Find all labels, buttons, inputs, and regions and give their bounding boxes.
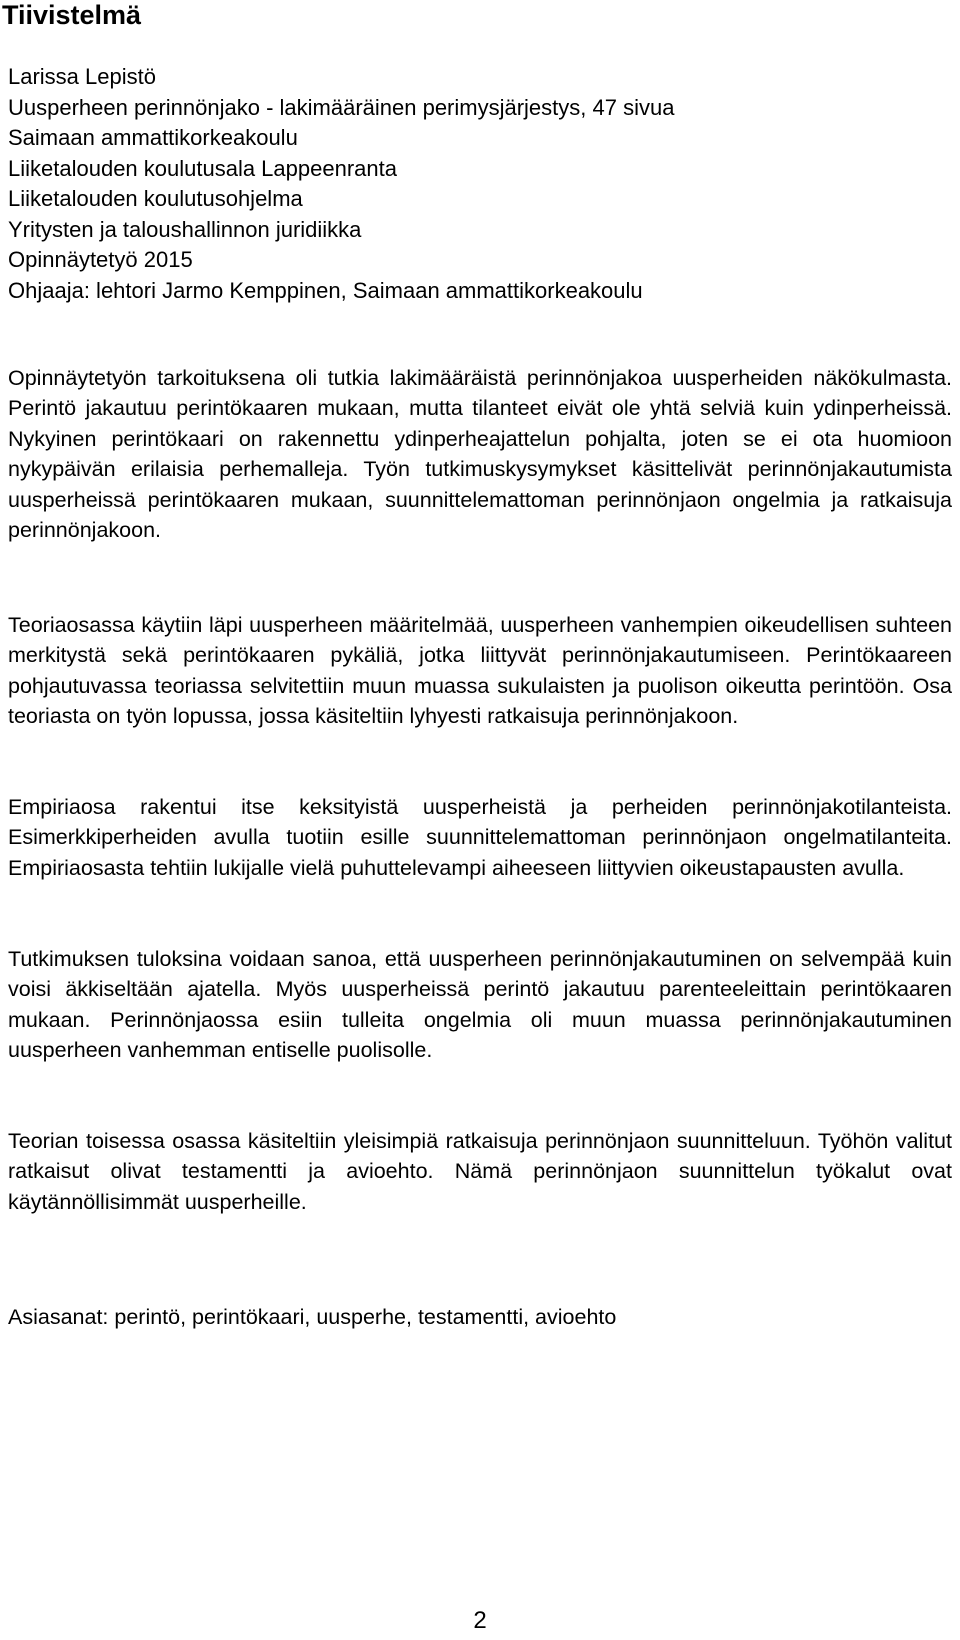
thesis-title: Uusperheen perinnönjako - lakimääräinen perimysjärjestys, 47 sivua: [8, 94, 675, 120]
keywords: Asiasanat: perintö, perintökaari, uusperhe, testamentti, avioehto: [8, 1305, 617, 1329]
page-number: 2: [473, 1607, 487, 1634]
abstract-paragraph-theory: Teoriaosassa käytiin läpi uusperheen määritelmää, uusperheen vanhempien oikeudellisen suhteen merkitystä sekä perintökaaren pykäliä, jotka liittyvät perinnönjakautumiseen. Perintökaareen pohjautuvassa teoriassa selvitettiin muun muassa sukulaisten ja puolison oikeutta perintöön. Osa teoriasta on työn lopussa, jossa käsiteltiin lyhyesti ratkaisuja perinnönjakoon.: [8, 613, 952, 729]
abstract-paragraph-purpose: Opinnäytetyön tarkoituksena oli tutkia lakimääräistä perinnönjakoa uusperheiden näkökulmasta. Perintö jakautuu perintökaaren mukaan, mutta tilanteet eivät ole yhtä selviä kuin ydinperheissä. Nykyinen perintökaari on rakennettu ydinperheajattelun pohjalta, joten se ei ota huomioon nykypäivän erilaisia perhemalleja. Työn tutkimuskysymykset käsittelivät perinnönjakautumista uusperheissä perintökaaren mukaan, suunnittelemattoman perinnönjaon ongelmia ja ratkaisuja perinnönjakoon.: [8, 366, 952, 543]
degree-programme: Liiketalouden koulutusohjelma: [8, 186, 303, 211]
abstract-paragraph-results: Tutkimuksen tuloksina voidaan sanoa, että uusperheen perinnönjakautuminen on selvempää kuin voisi äkkiseltään ajatella. Myös uusperheissä perintö jakautuu parenteeleittain perintökaaren mukaan. Perinnönjaossa esiin tulleita ongelmia oli muun muassa perinnönjakautuminen uusperheen vanhemman entiselle puolisolle.: [8, 947, 952, 1063]
page-number-container: [0, 1607, 960, 1635]
author-name: Larissa Lepistö: [8, 64, 156, 89]
abstract-paragraph-empirical: Empiriaosa rakentui itse keksityistä uusperheistä ja perheiden perinnönjakotilanteista. Esimerkkiperheiden avulla tuotiin esille suunnittelemattoman perinnönjaon ongelmatilanteita. Empiriaosasta tehtiin lukijalle vielä puhuttelevampi aiheeseen liittyvien oikeustapausten avulla.: [8, 795, 952, 880]
thesis-metadata: [8, 62, 948, 306]
specialisation: Yritysten ja taloushallinnon juridiikka: [8, 216, 362, 242]
supervisor: Ohjaaja: lehtori Jarmo Kemppinen, Saimaan ammattikorkeakoulu: [8, 277, 643, 303]
field-of-study: Liiketalouden koulutusala Lappeenranta: [8, 155, 397, 181]
institution: Saimaan ammattikorkeakoulu: [8, 125, 298, 150]
thesis-year: Opinnäytetyö 2015: [8, 247, 193, 272]
page-title: Tiivistelmä: [2, 0, 142, 30]
abstract-paragraph-solutions: Teorian toisessa osassa käsiteltiin yleisimpiä ratkaisuja perinnönjaon suunnitteluun. Työhön valitut ratkaisut olivat testamentti ja avioehto. Nämä perinnönjaon suunnittelun työkalut ovat käytännöllisimmät uusperheille.: [8, 1129, 952, 1214]
